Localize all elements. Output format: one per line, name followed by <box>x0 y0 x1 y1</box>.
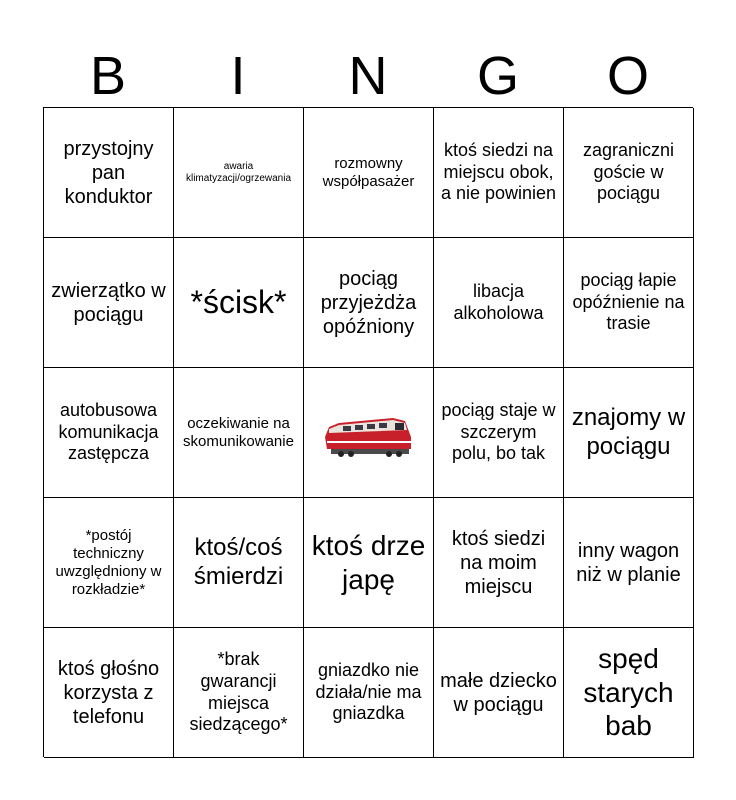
bingo-cell[interactable]: pociąg staje w szczerym polu, bo tak <box>434 368 564 498</box>
bingo-cell[interactable]: zagraniczni goście w pociągu <box>564 108 694 238</box>
bingo-cell[interactable]: *brak gwarancji miejsca siedzącego* <box>174 628 304 758</box>
bingo-cell[interactable]: znajomy w pociągu <box>564 368 694 498</box>
bingo-header <box>43 44 693 108</box>
bingo-cell[interactable]: oczekiwanie na skomunikowanie <box>174 368 304 498</box>
bingo-cell[interactable]: ktoś drze japę <box>304 498 434 628</box>
bingo-cell[interactable]: spęd starych bab <box>564 628 694 758</box>
train-icon <box>319 403 419 463</box>
header-letter-g: G <box>476 46 519 106</box>
bingo-cell[interactable]: inny wagon niż w planie <box>564 498 694 628</box>
bingo-cell[interactable]: autobusowa komunikacja zastępcza <box>44 368 174 498</box>
bingo-cell[interactable]: ktoś/coś śmierdzi <box>174 498 304 628</box>
bingo-cell-center[interactable] <box>304 368 434 498</box>
bingo-cell[interactable]: pociąg przyjeżdża opóźniony <box>304 238 434 368</box>
bingo-cell[interactable]: ktoś siedzi na miejscu obok, a nie powinien <box>434 108 564 238</box>
header-letter-i: I <box>230 46 246 106</box>
bingo-cell[interactable]: libacja alkoholowa <box>434 238 564 368</box>
bingo-cell[interactable]: małe dziecko w pociągu <box>434 628 564 758</box>
bingo-cell[interactable]: gniazdko nie działa/nie ma gniazdka <box>304 628 434 758</box>
bingo-grid <box>43 107 693 757</box>
bingo-cell[interactable]: przystojny pan konduktor <box>44 108 174 238</box>
bingo-cell[interactable]: ktoś siedzi na moim miejscu <box>434 498 564 628</box>
header-letter-b: B <box>89 46 127 106</box>
bingo-cell[interactable]: zwierzątko w pociągu <box>44 238 174 368</box>
bingo-cell[interactable]: awaria klimatyzacji/ogrzewania <box>174 108 304 238</box>
header-letter-o: O <box>606 46 649 106</box>
bingo-cell[interactable]: ktoś głośno korzysta z telefonu <box>44 628 174 758</box>
bingo-cell[interactable]: *postój techniczny uwzględniony w rozkładzie* <box>44 498 174 628</box>
bingo-cell[interactable]: rozmowny współpasażer <box>304 108 434 238</box>
header-letter-n: N <box>348 46 388 106</box>
bingo-cell[interactable]: pociąg łapie opóźnienie na trasie <box>564 238 694 368</box>
bingo-cell[interactable]: *ścisk* <box>174 238 304 368</box>
